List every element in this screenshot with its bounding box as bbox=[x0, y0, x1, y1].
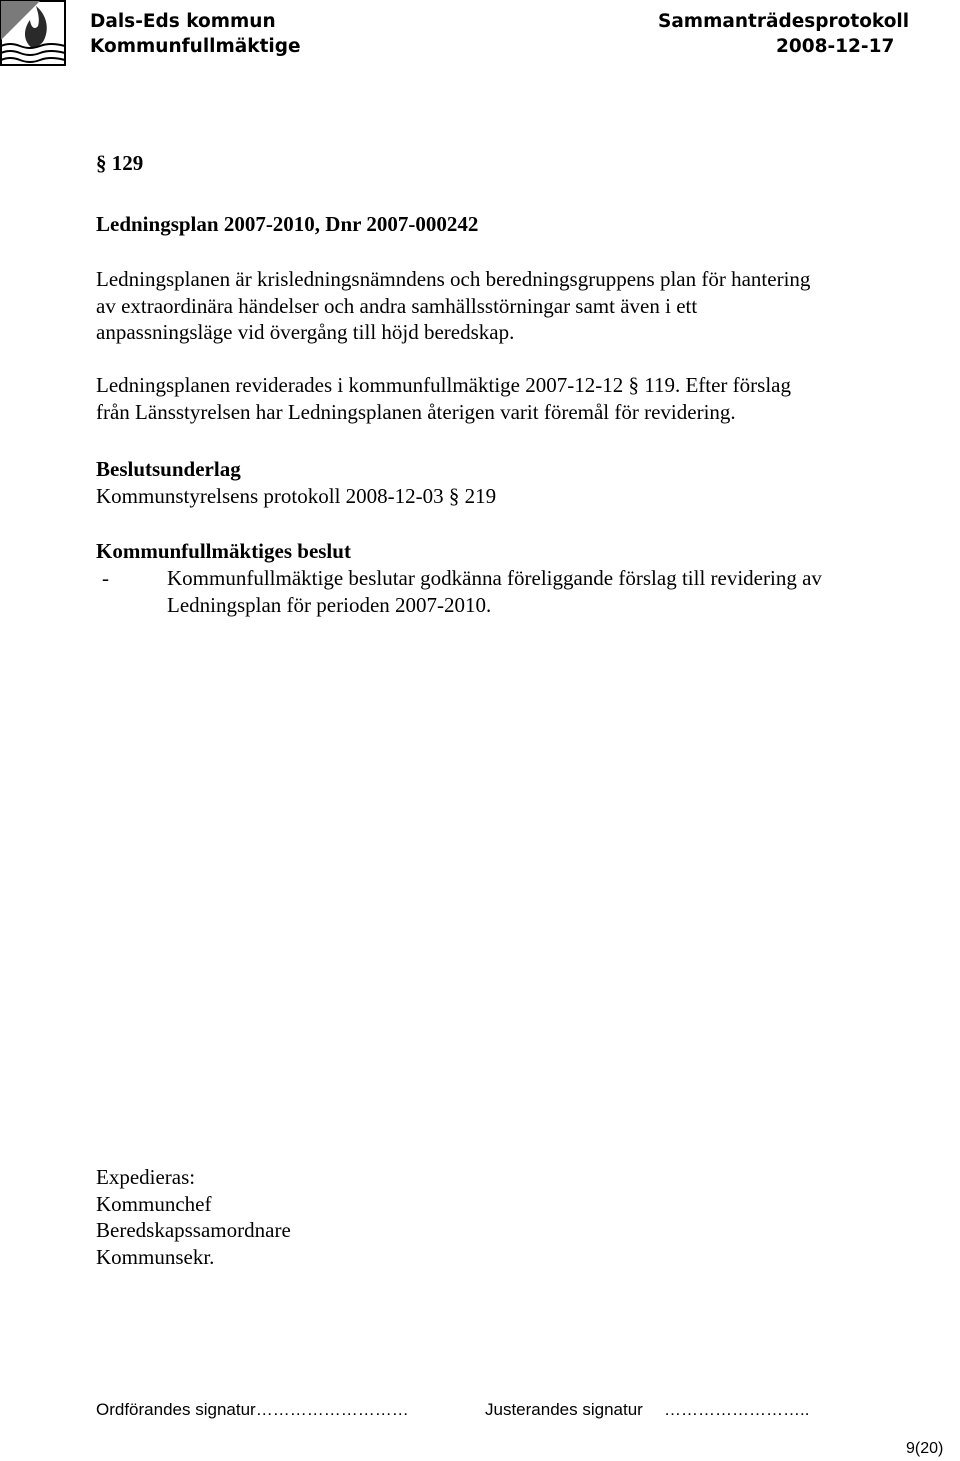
section-symbol: § bbox=[96, 151, 107, 175]
section-title: Ledningsplan 2007-2010, Dnr 2007-000242 bbox=[96, 212, 479, 236]
paragraph-line: av extraordinära händelser och andra samhällsstörningar samt även i ett bbox=[96, 293, 698, 318]
paragraph-line: Ledningsplanen reviderades i kommunfullmäktige 2007-12-12 § 119. Efter förslag bbox=[96, 373, 791, 397]
chair-signature-line: Ordförandes signatur……………………… bbox=[96, 1400, 409, 1419]
distribution-heading: Expedieras: bbox=[96, 1165, 196, 1189]
distribution-recipient: Kommunsekr. bbox=[96, 1244, 215, 1269]
meeting-date: 2008-12-17 bbox=[776, 36, 895, 57]
municipality-logo-icon bbox=[0, 0, 66, 66]
adjuster-signature-label: Justerandes signatur bbox=[485, 1400, 643, 1419]
distribution-recipient: Kommunchef bbox=[96, 1191, 212, 1216]
paragraph-line: Ledningsplanen är krisledningsnämndens och beredningsgruppens plan för hantering bbox=[96, 267, 811, 291]
decision-line: Ledningsplan för perioden 2007-2010. bbox=[167, 592, 492, 617]
decision-bullet: - bbox=[102, 566, 109, 590]
paragraph-purpose bbox=[96, 266, 926, 346]
distribution-list bbox=[96, 1164, 926, 1270]
council-decision-heading: Kommunfullmäktiges beslut bbox=[96, 539, 351, 563]
municipality-name: Dals-Eds kommun bbox=[90, 11, 276, 32]
council-name: Kommunfullmäktige bbox=[90, 36, 301, 57]
paragraph-revision bbox=[96, 372, 926, 425]
decision-basis-text: Kommunstyrelsens protokoll 2008-12-03 § 219 bbox=[96, 483, 497, 508]
decision-line: Kommunfullmäktige beslutar godkänna föreliggande förslag till revidering av bbox=[167, 566, 822, 590]
section-number bbox=[96, 150, 143, 177]
decision-basis-heading: Beslutsunderlag bbox=[96, 457, 241, 481]
section-number-value: 129 bbox=[111, 151, 144, 175]
page-number: 9(20) bbox=[906, 1440, 944, 1457]
council-decision bbox=[96, 538, 926, 565]
paragraph-line: från Länsstyrelsen har Ledningsplanen återigen varit föremål för revidering. bbox=[96, 399, 736, 424]
decision-text bbox=[167, 565, 822, 618]
decision-basis bbox=[96, 456, 926, 509]
document-type: Sammanträdesprotokoll bbox=[658, 11, 910, 32]
paragraph-line: anpassningsläge vid övergång till höjd beredskap. bbox=[96, 320, 515, 344]
distribution-recipient: Beredskapssamordnare bbox=[96, 1218, 291, 1242]
adjuster-signature-line: …………………….. bbox=[664, 1400, 810, 1419]
